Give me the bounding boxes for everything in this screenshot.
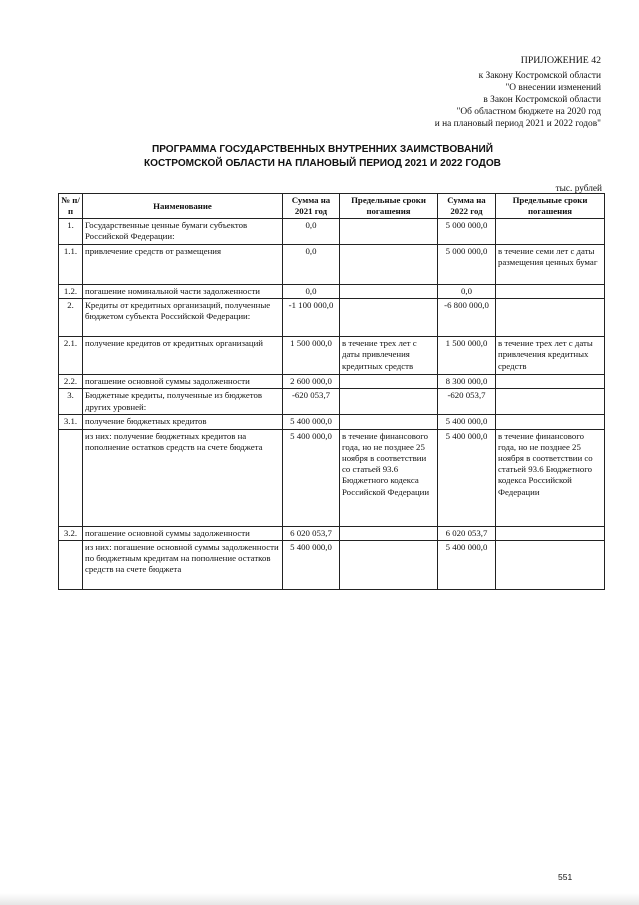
row-name: привлечение средств от размещения (83, 245, 283, 285)
row-terms-2022: в течение финансового года, но не позднее 25 ноября в соответствии со статьей 93.6 Бюджетного кодекса Российской Федерации (496, 429, 605, 526)
table-row (59, 429, 605, 526)
row-num (59, 540, 83, 589)
header-num: № п/п (59, 194, 83, 219)
row-terms-2021 (340, 526, 438, 540)
row-num: 3.2. (59, 526, 83, 540)
borrowing-program-table (58, 193, 605, 590)
row-sum-2022: 8 300 000,0 (438, 375, 496, 389)
row-terms-2022 (496, 540, 605, 589)
page-number: 551 (558, 872, 573, 882)
row-num: 1.1. (59, 245, 83, 285)
row-sum-2022: 1 500 000,0 (438, 337, 496, 375)
row-terms-2021: в течение финансового года, но не позднее 25 ноября в соответствии со статьей 93.6 Бюджетного кодекса Российской Федерации (340, 429, 438, 526)
appendix-line: к Закону Костромской области (478, 71, 601, 82)
row-name: получение кредитов от кредитных организаций (83, 337, 283, 375)
table-row (59, 245, 605, 285)
row-terms-2022 (496, 526, 605, 540)
table-row (59, 337, 605, 375)
header-terms-2021: Предельные сроки погашения (340, 194, 438, 219)
row-sum-2021: 6 020 053,7 (283, 526, 340, 540)
row-num: 2.2. (59, 375, 83, 389)
row-terms-2022 (496, 389, 605, 415)
document-title-line-2: КОСТРОМСКОЙ ОБЛАСТИ НА ПЛАНОВЫЙ ПЕРИОД 2021 И 2022 ГОДОВ (144, 157, 501, 169)
row-sum-2022: 5 400 000,0 (438, 429, 496, 526)
row-terms-2021 (340, 389, 438, 415)
row-terms-2022 (496, 285, 605, 299)
row-name: Кредиты от кредитных организаций, полученные бюджетом субъекта Российской Федерации: (83, 299, 283, 337)
row-name: Государственные ценные бумаги субъектов Российской Федерации: (83, 219, 283, 245)
row-num (59, 429, 83, 526)
scan-edge-shadow (0, 893, 639, 905)
row-sum-2022: 0,0 (438, 285, 496, 299)
row-sum-2021: 5 400 000,0 (283, 540, 340, 589)
row-name: получение бюджетных кредитов (83, 415, 283, 429)
row-terms-2021 (340, 285, 438, 299)
appendix-line: в Закон Костромской области (483, 95, 601, 106)
appendix-title: ПРИЛОЖЕНИЕ 42 (520, 55, 601, 66)
row-sum-2021: -620 053,7 (283, 389, 340, 415)
row-num: 3.1. (59, 415, 83, 429)
header-name: Наименование (83, 194, 283, 219)
row-terms-2022 (496, 415, 605, 429)
row-sum-2021: -1 100 000,0 (283, 299, 340, 337)
row-sum-2022: -620 053,7 (438, 389, 496, 415)
row-terms-2022 (496, 219, 605, 245)
table-row (59, 415, 605, 429)
row-terms-2021 (340, 540, 438, 589)
row-num: 1. (59, 219, 83, 245)
table-row (59, 375, 605, 389)
row-name: из них: получение бюджетных кредитов на пополнение остатков средств на счете бюджета (83, 429, 283, 526)
row-sum-2022: 5 000 000,0 (438, 245, 496, 285)
table-row (59, 389, 605, 415)
row-name: Бюджетные кредиты, полученные из бюджетов других уровней: (83, 389, 283, 415)
row-sum-2021: 2 600 000,0 (283, 375, 340, 389)
row-sum-2022: -6 800 000,0 (438, 299, 496, 337)
row-sum-2022: 5 400 000,0 (438, 415, 496, 429)
row-name: из них: погашение основной суммы задолженности по бюджетным кредитам на пополнение остатков средств на счете бюджета (83, 540, 283, 589)
row-sum-2021: 5 400 000,0 (283, 415, 340, 429)
row-terms-2021 (340, 375, 438, 389)
table-row (59, 540, 605, 589)
appendix-header (435, 55, 601, 131)
document-title-line-1: ПРОГРАММА ГОСУДАРСТВЕННЫХ ВНУТРЕННИХ ЗАИМСТВОВАНИЙ (151, 144, 494, 155)
row-terms-2022: в течение семи лет с даты размещения ценных бумаг (496, 245, 605, 285)
row-terms-2022 (496, 375, 605, 389)
row-terms-2021 (340, 219, 438, 245)
row-sum-2021: 0,0 (283, 245, 340, 285)
table-row (59, 299, 605, 337)
row-name: погашение номинальной части задолженности (83, 285, 283, 299)
document-title (40, 143, 605, 170)
row-name: погашение основной суммы задолженности (83, 375, 283, 389)
row-terms-2021 (340, 245, 438, 285)
row-sum-2021: 5 400 000,0 (283, 429, 340, 526)
units-label: тыс. рублей (555, 184, 602, 194)
row-num: 2. (59, 299, 83, 337)
row-name: погашение основной суммы задолженности (83, 526, 283, 540)
table-header-row (59, 194, 605, 219)
appendix-line: "О внесении изменений (505, 83, 601, 94)
row-sum-2021: 0,0 (283, 219, 340, 245)
row-terms-2022: в течение трех лет с даты привлечения кредитных средств (496, 337, 605, 375)
header-sum-2021: Сумма на 2021 год (283, 194, 340, 219)
header-terms-2022: Предельные сроки погашения (496, 194, 605, 219)
row-num: 3. (59, 389, 83, 415)
row-sum-2022: 5 400 000,0 (438, 540, 496, 589)
row-sum-2022: 6 020 053,7 (438, 526, 496, 540)
row-sum-2022: 5 000 000,0 (438, 219, 496, 245)
header-sum-2022: Сумма на 2022 год (438, 194, 496, 219)
table-row (59, 526, 605, 540)
row-sum-2021: 0,0 (283, 285, 340, 299)
row-terms-2021: в течение трех лет с даты привлечения кредитных средств (340, 337, 438, 375)
appendix-line: "Об областном бюджете на 2020 год (456, 107, 601, 118)
row-num: 1.2. (59, 285, 83, 299)
row-sum-2021: 1 500 000,0 (283, 337, 340, 375)
row-terms-2022 (496, 299, 605, 337)
row-terms-2021 (340, 299, 438, 337)
appendix-line: и на плановый период 2021 и 2022 годов" (434, 119, 601, 130)
row-num: 2.1. (59, 337, 83, 375)
table-row (59, 219, 605, 245)
row-terms-2021 (340, 415, 438, 429)
table-row (59, 285, 605, 299)
